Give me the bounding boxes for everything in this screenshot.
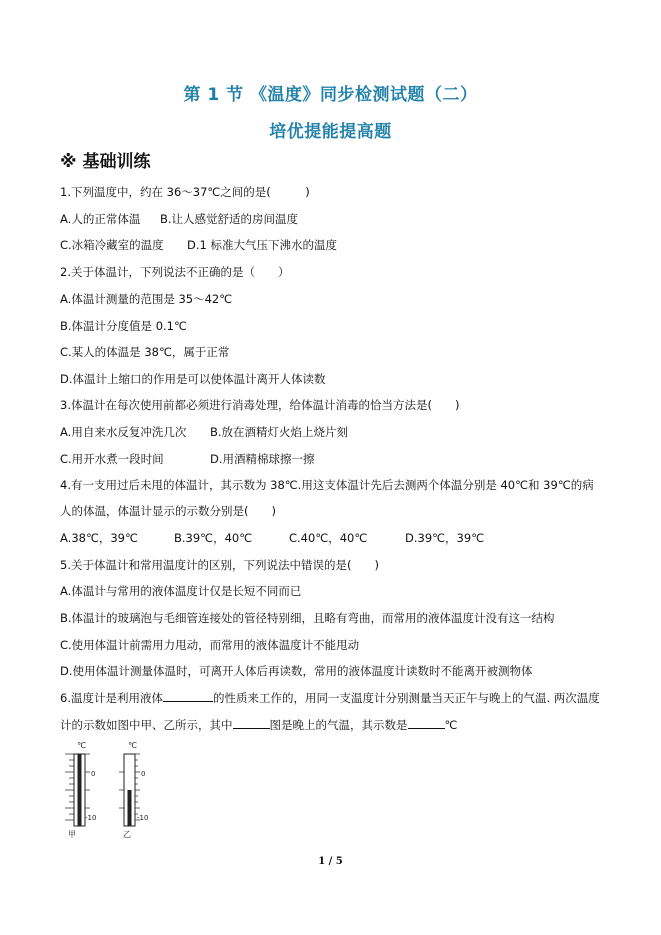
q3-options-row1 [60, 424, 348, 440]
q1-option-a: A.人的正常体温 [60, 212, 141, 226]
q6-text-1: 6.温度计是利用液体 [60, 691, 163, 705]
page-title: 第 1 节 《温度》同步检测试题（二） [183, 85, 478, 105]
q2-option-b: B.体温计分度值是 0.1℃ [60, 319, 187, 333]
q2-option-d: D.体温计上缩口的作用是可以使体温计离开人体读数 [60, 372, 326, 386]
q4-option-c: C.40℃，40℃ [289, 531, 368, 545]
jia-liquid-column [78, 754, 82, 826]
q2-option-c: C.某人的体温是 38℃，属于正常 [60, 345, 230, 359]
thermometer-yi [85, 741, 148, 839]
q6-stem-line2 [60, 717, 457, 733]
q4-option-d: D.39℃，39℃ [405, 531, 485, 545]
q6-text-5: ℃ [444, 718, 458, 732]
yi-tick-0: 0 [141, 770, 146, 778]
q6-stem-line1 [60, 690, 600, 706]
yi-unit-label: ℃ [128, 741, 137, 750]
q1-stem: 1.下列温度中，约在 36～37℃之间的是( ) [60, 185, 310, 199]
q5-stem: 5.关于体温计和常用温度计的区别，下列说法中错误的是( ) [60, 558, 379, 572]
q1-options-row2 [60, 237, 337, 253]
jia-tick-0: 0 [91, 770, 96, 778]
q2-stem: 2.关于体温计，下列说法不正确的是（ ） [60, 265, 290, 279]
q5-option-d: D.使用体温计测量体温时，可离开人体后再读数，常用的液体温度计读数时不能离开被测物体 [60, 664, 533, 678]
q3-option-d: D.用酒精棉球擦一擦 [210, 452, 315, 466]
thermometer-jia [65, 741, 90, 839]
page-subtitle: 培优提能提高题 [269, 122, 392, 142]
jia-tick-minus10: -10 [85, 814, 97, 822]
q4-option-a: A.38℃，39℃ [60, 531, 138, 545]
q2-option-a: A.体温计测量的范围是 35～42℃ [60, 292, 233, 306]
thermometer-figure [60, 738, 155, 843]
q4-stem-line1: 4.有一支用过后未甩的体温计，其示数为 38℃.用这支体温计先后去测两个体温分别是 40℃和 39℃的病 [60, 478, 594, 492]
q6-blank-1[interactable] [163, 690, 213, 702]
q6-text-2: 的性质来工作的，用同一支温度计分别测量当天正午与晚上的气温. 两次温度 [212, 691, 600, 705]
q1-options-row1 [60, 211, 298, 227]
q6-blank-2[interactable] [233, 717, 270, 729]
q4-options [60, 530, 484, 546]
q1-option-c: C.冰箱冷藏室的温度 [60, 238, 164, 252]
q5-option-c: C.使用体温计前需用力甩动，而常用的液体温度计不能甩动 [60, 638, 360, 652]
jia-unit-label: ℃ [77, 741, 86, 750]
q1-option-b: B.让人感觉舒适的房间温度 [160, 212, 299, 226]
q6-blank-3[interactable] [408, 717, 445, 729]
yi-label: 乙 [123, 830, 131, 839]
page-number: 1 / 5 [318, 856, 343, 867]
q3-stem: 3.体温计在每次使用前都必须进行消毒处理，给体温计消毒的恰当方法是( ) [60, 398, 460, 412]
q3-options-row2 [60, 451, 315, 467]
q4-option-b: B.39℃，40℃ [174, 531, 253, 545]
q5-option-b: B.体温计的玻璃泡与毛细管连接处的管径特别细，且略有弯曲，而常用的液体温度计没有这一结构 [60, 611, 555, 625]
q1-option-d: D.1 标准大气压下沸水的温度 [187, 238, 337, 252]
jia-label: 甲 [68, 830, 76, 839]
q5-option-a: A.体温计与常用的液体温度计仅是长短不同而已 [60, 584, 302, 598]
q6-text-4: 图是晚上的气温，其示数是 [269, 718, 408, 732]
q3-option-a: A.用自来水反复冲洗几次 [60, 425, 187, 439]
q4-stem-line2: 人的体温，体温计显示的示数分别是( ) [60, 504, 276, 518]
q6-text-3: 计的示数如图中甲、乙所示，其中 [60, 718, 233, 732]
yi-liquid-column [128, 790, 132, 826]
q3-option-c: C.用开水煮一段时间 [60, 452, 164, 466]
q3-option-b: B.放在酒精灯火焰上烧片刻 [210, 425, 349, 439]
yi-tick-minus10: -10 [137, 814, 149, 822]
section-heading: ※ 基础训练 [60, 152, 151, 172]
